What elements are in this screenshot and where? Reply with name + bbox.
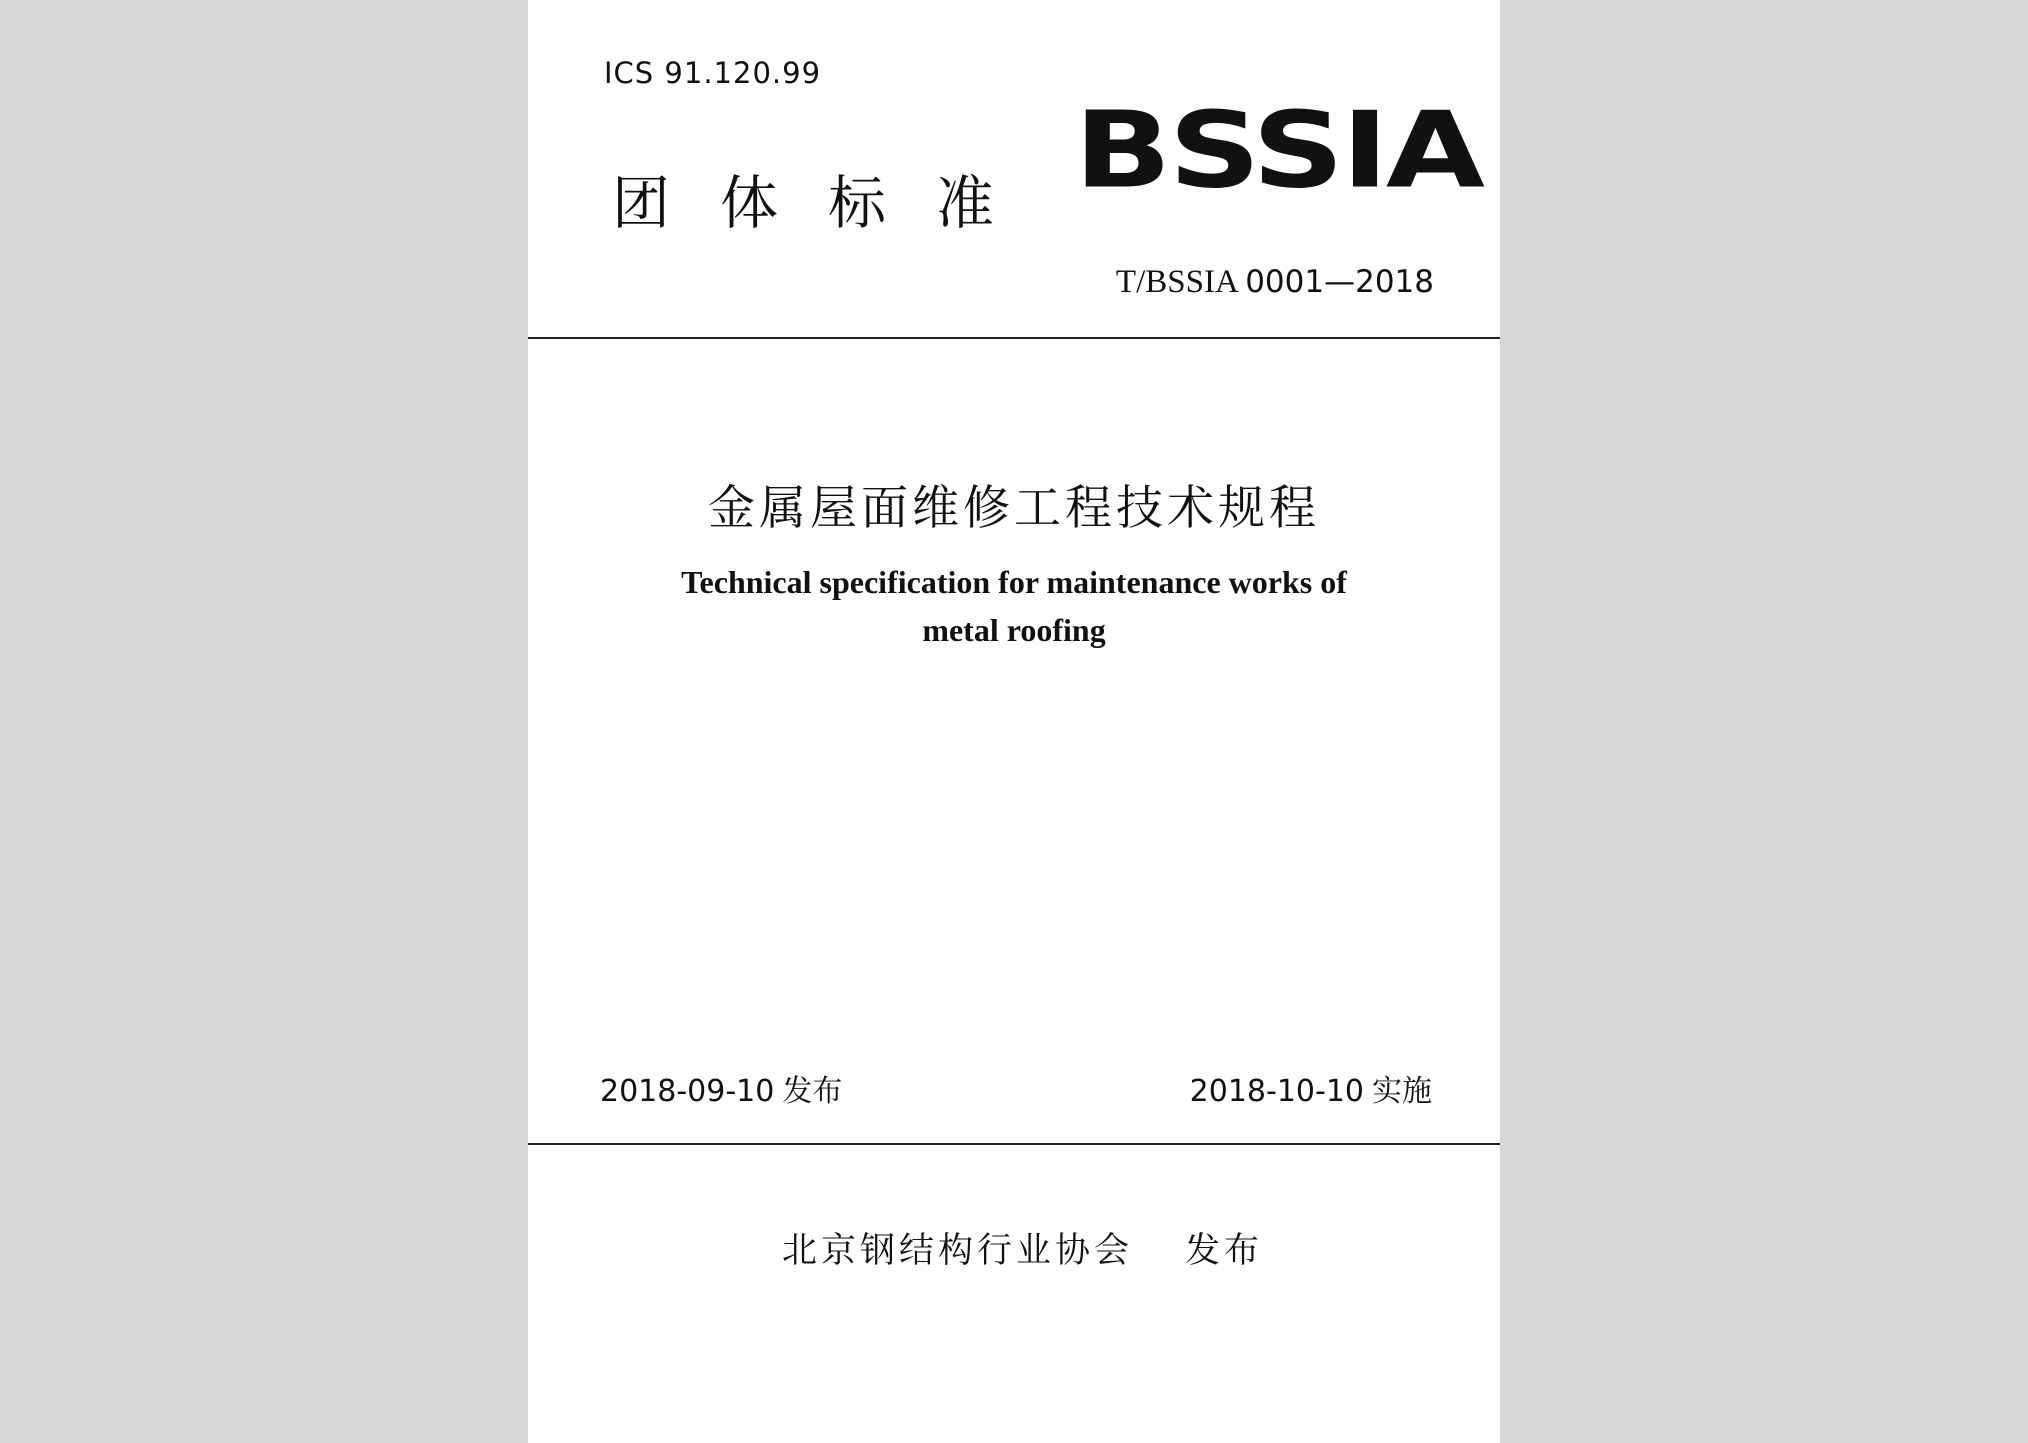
chinese-title: 金属屋面维修工程技术规程 <box>708 481 1320 536</box>
standard-number <box>1116 264 1434 301</box>
bssia-logo: BSSIA <box>1074 89 1482 212</box>
implementation-date <box>1190 1072 1432 1112</box>
standard-prefix: T/BSSIA <box>1115 264 1237 300</box>
english-title-line-1: Technical specification for maintenance works of <box>681 564 1347 600</box>
top-divider <box>528 337 1500 339</box>
ics-code: ICS 91.120.99 <box>604 56 822 90</box>
english-title <box>528 558 1500 654</box>
issuer-label: 发布 <box>1185 1231 1264 1271</box>
standard-category-title: 团体标准 <box>612 169 1045 237</box>
issue-date-value: 2018-09-10 <box>600 1074 775 1109</box>
standard-code: 0001—2018 <box>1245 264 1434 300</box>
english-title-line-2: metal roofing <box>922 612 1106 648</box>
issuer-name: 北京钢结构行业协会 <box>782 1231 1134 1271</box>
bottom-divider <box>528 1143 1500 1145</box>
implementation-date-label: 实施 <box>1372 1074 1432 1109</box>
issuing-organization <box>782 1228 1263 1274</box>
document-cover-page <box>528 0 1500 1443</box>
issue-date <box>600 1072 842 1112</box>
implementation-date-value: 2018-10-10 <box>1189 1074 1364 1109</box>
issue-date-label: 发布 <box>782 1074 843 1109</box>
